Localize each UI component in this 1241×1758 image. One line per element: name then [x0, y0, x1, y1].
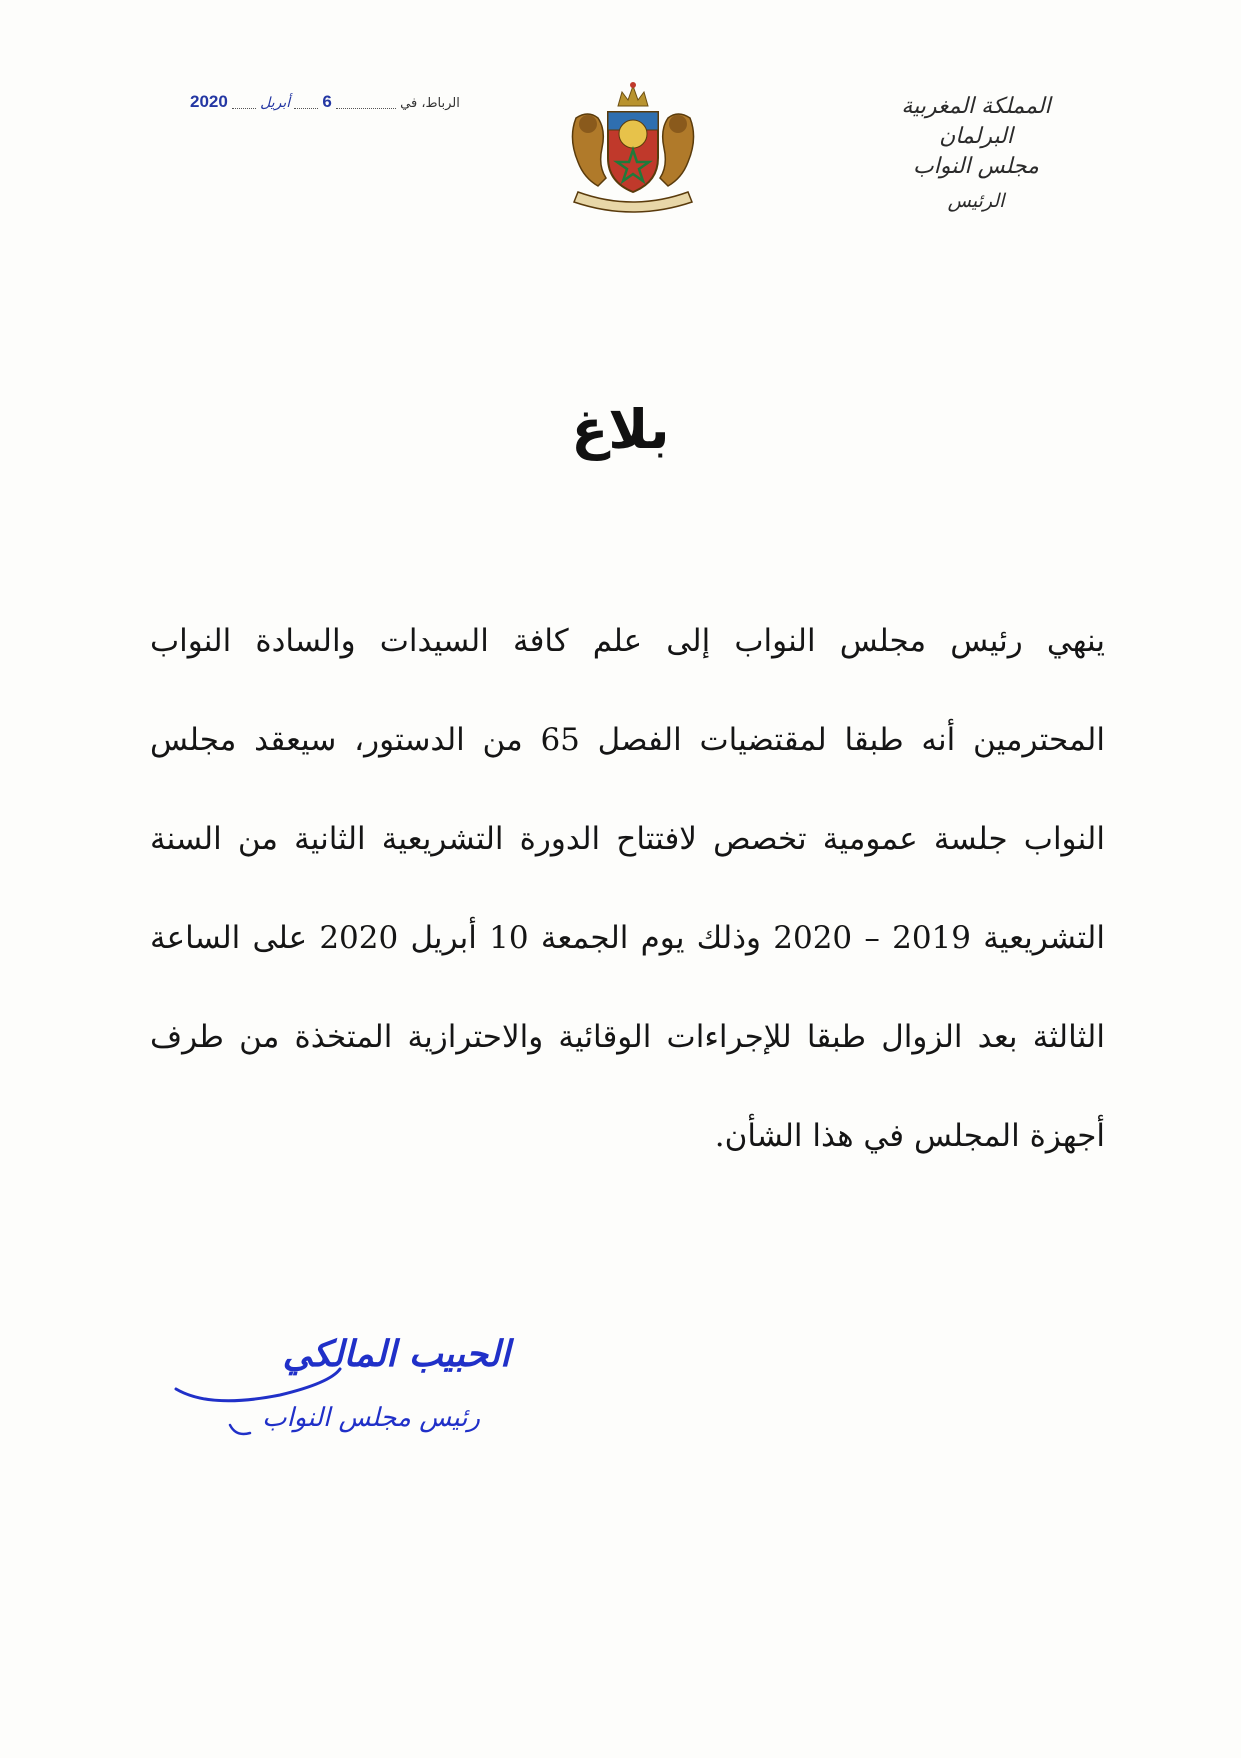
dotted-leader	[294, 98, 318, 109]
date-city-label: الرباط، في	[400, 96, 460, 111]
signature-block	[170, 1325, 530, 1455]
dotted-leader	[232, 98, 256, 109]
dotted-leader	[336, 98, 396, 109]
org-line-president: الرئيس	[947, 190, 1005, 212]
communique-body	[150, 592, 1105, 1186]
moroccan-coat-of-arms-icon	[558, 78, 708, 223]
document-title: بلاغ	[571, 398, 670, 461]
org-line-house: مجلس النواب	[913, 154, 1039, 179]
org-line-kingdom: المملكة المغربية	[901, 94, 1051, 119]
org-line-parliament: البرلمان	[939, 124, 1013, 149]
date-month: أبريل	[260, 95, 291, 111]
organization-header	[866, 92, 1086, 216]
date-line	[190, 92, 460, 112]
date-year: 2020	[190, 92, 228, 111]
body-paragraph: ينهي رئيس مجلس النواب إلى علم كافة السيدات والسادة النواب المحترمين أنه طبقا لمقتضيات الفصل 65 من الدستور، سيعقد مجلس النواب جلسة عمومية تخصص لافتتاح الدورة التشريعية الثانية من السنة التشريعية 2019 – 2020 وذلك يوم الجمعة 10 أبريل 2020 على الساعة الثالثة بعد الزوال طبقا للإجراءات الوقائية والاحترازية المتخذة من طرف أجهزة المجلس في هذا الشأن.	[150, 623, 1105, 1154]
date-day: 6	[322, 92, 332, 111]
signatory-title: رئيس مجلس النواب	[262, 1403, 480, 1433]
signatory-name: الحبيب المالكي	[282, 1333, 510, 1375]
